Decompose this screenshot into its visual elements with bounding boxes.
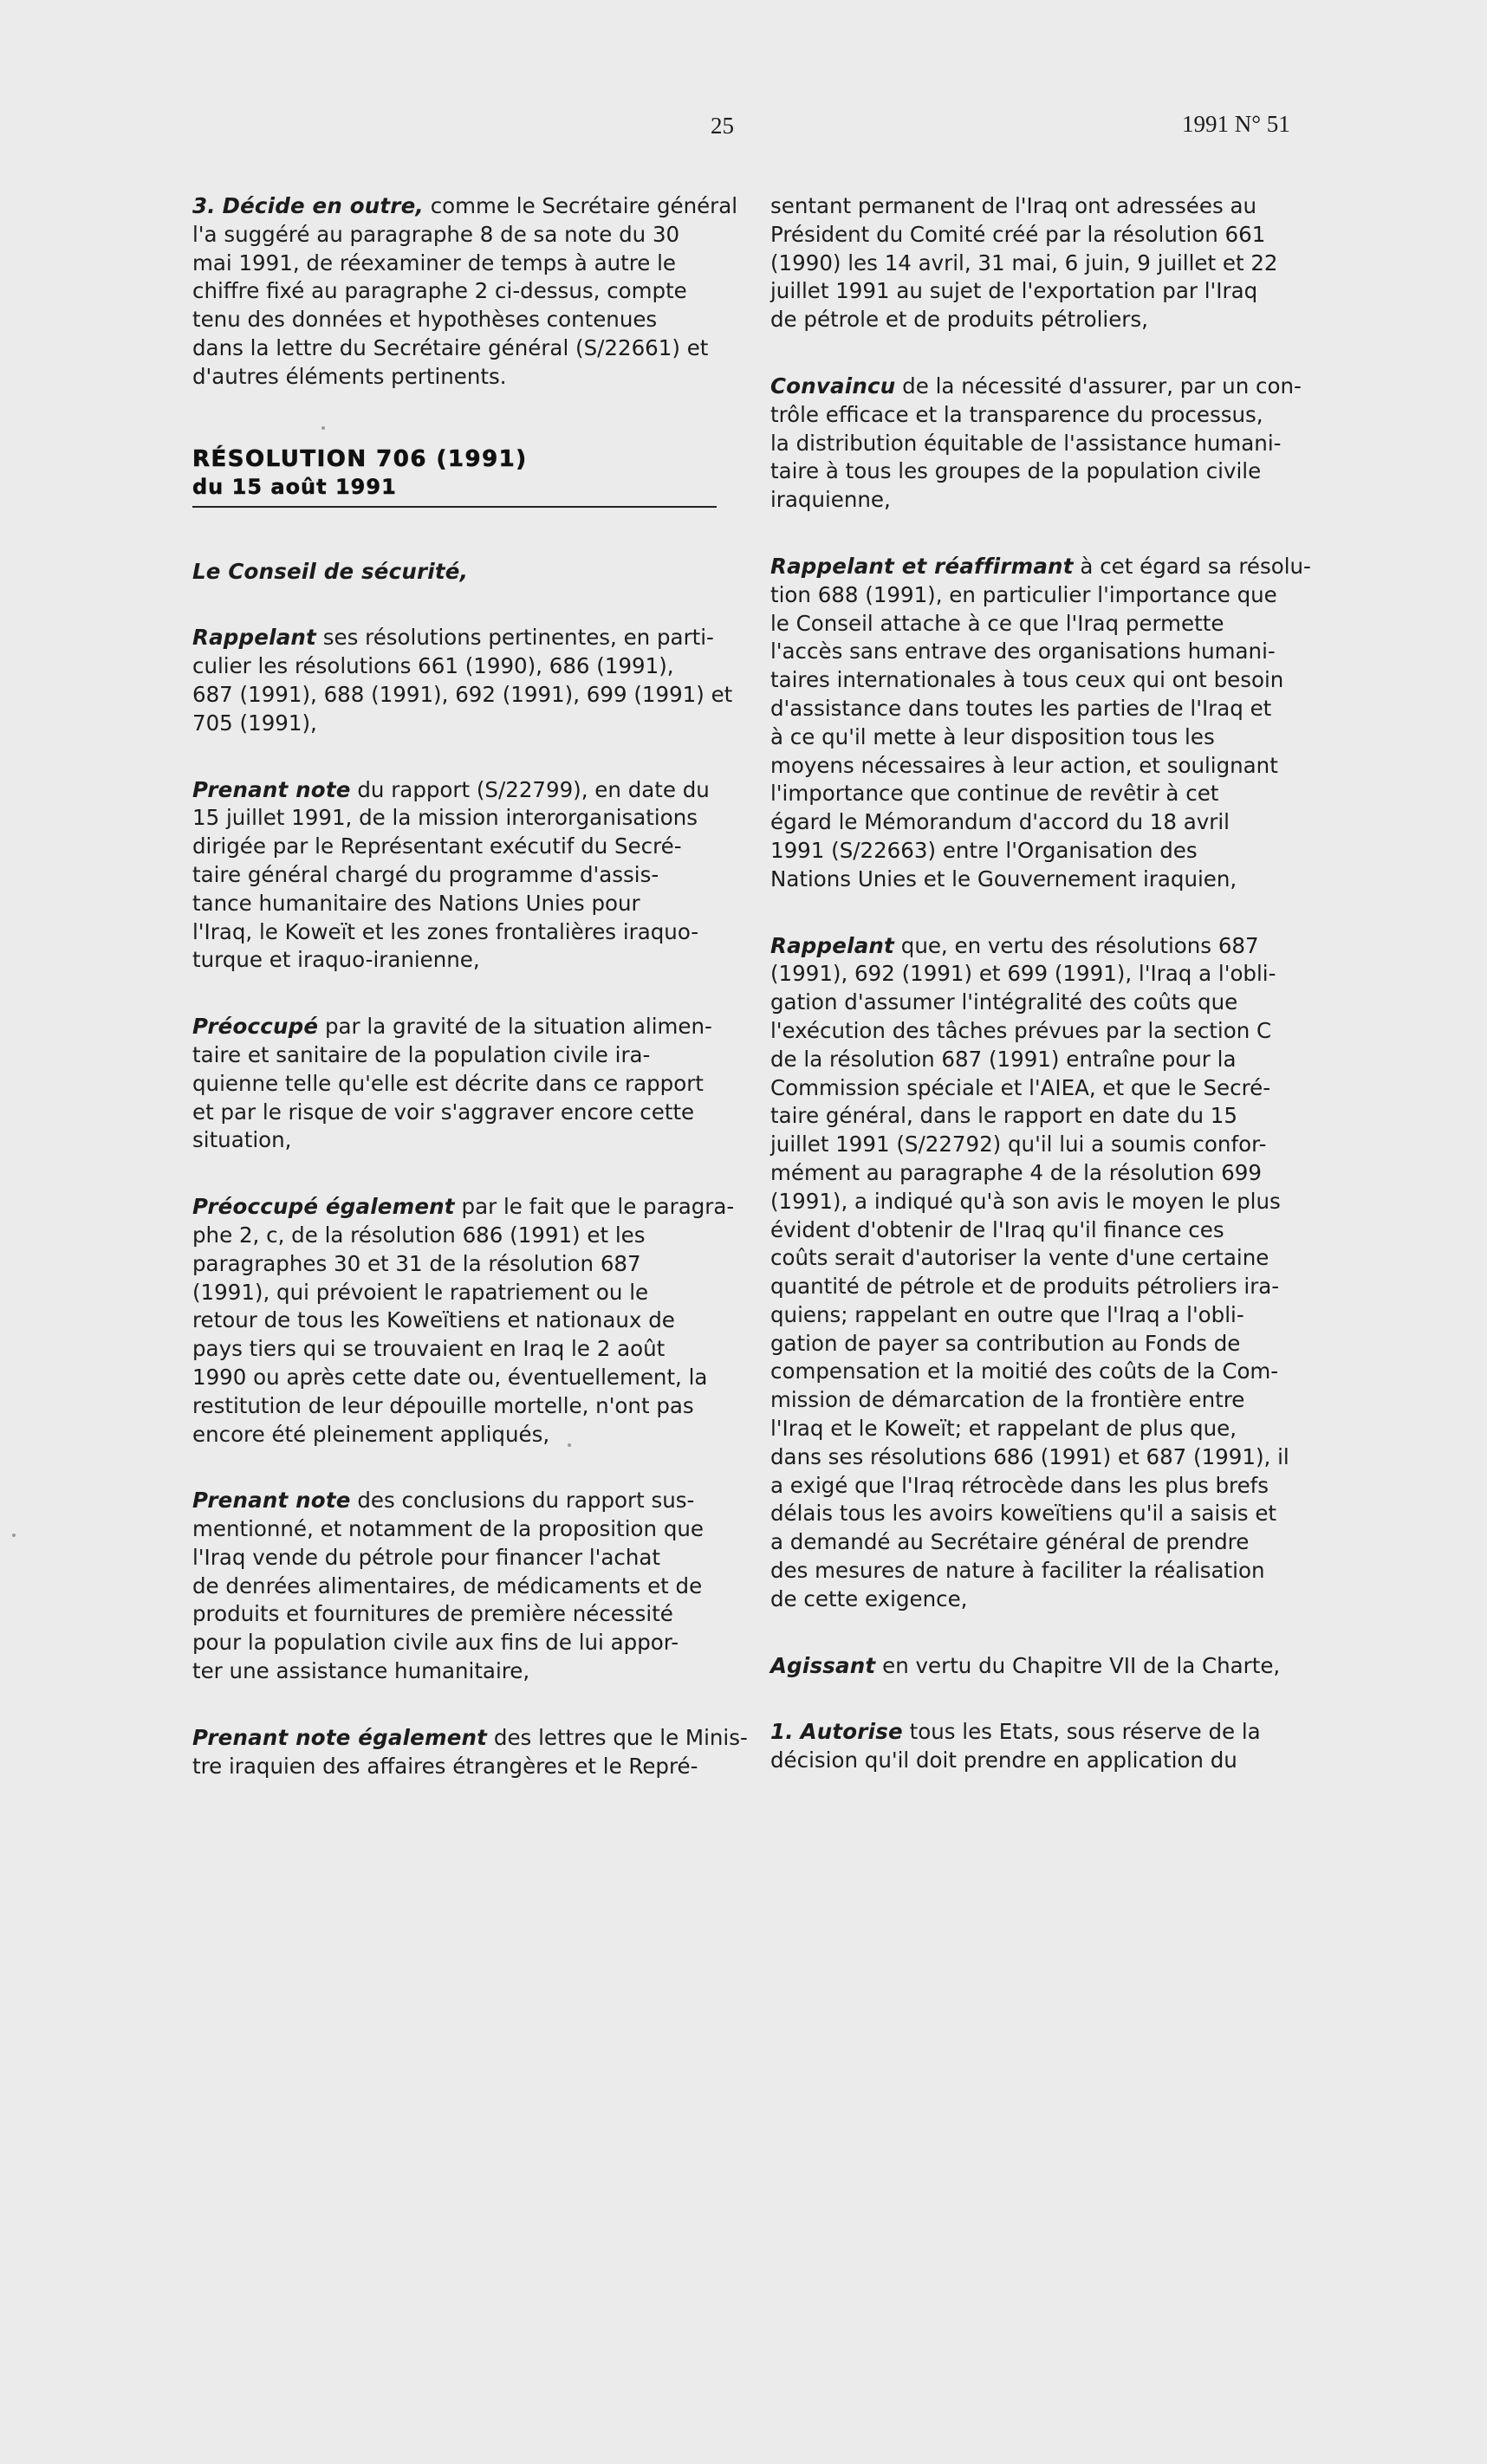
scan-speck bbox=[12, 1534, 16, 1537]
text-line: trôle efficace et la transparence du processus, bbox=[770, 401, 1263, 427]
council-line bbox=[192, 558, 730, 587]
text-line: la distribution équitable de l'assistance humani- bbox=[770, 430, 1282, 456]
heading-rule bbox=[192, 506, 717, 508]
text-line: sentant permanent de l'Iraq ont adressées au bbox=[770, 193, 1257, 218]
text-line: égard le Mémorandum d'accord du 18 avril bbox=[770, 809, 1230, 835]
text-line: iraquienne, bbox=[770, 487, 891, 513]
text-line: d'assistance dans toutes les parties de l'Iraq et bbox=[770, 695, 1272, 721]
text-line: taire général, dans le rapport en date du 15 bbox=[770, 1103, 1237, 1129]
text-line: en vertu du Chapitre VII de la Charte, bbox=[882, 1652, 1281, 1678]
text-line: 1991 (S/22663) entre l'Organisation des bbox=[770, 837, 1198, 863]
text-line: tous les Etats, sous réserve de la bbox=[909, 1719, 1261, 1745]
text-line: juillet 1991 au sujet de l'exportation par l'Iraq bbox=[770, 278, 1258, 304]
text-line: l'Iraq, le Koweït et les zones frontalières iraquo- bbox=[192, 918, 699, 944]
text-line: 15 juillet 1991, de la mission interorganisations bbox=[192, 805, 698, 831]
text-line: pour la population civile aux fins de lui appor- bbox=[192, 1630, 679, 1656]
text-line: Président du Comité créé par la résolution 661 bbox=[770, 221, 1266, 247]
text-line: chiffre fixé au paragraphe 2 ci-dessus, compte bbox=[192, 278, 687, 304]
text-line: par la gravité de la situation alimen- bbox=[324, 1014, 712, 1040]
text-line: tion 688 (1991), en particulier l'importance que bbox=[770, 581, 1277, 607]
paragraph-keyword: Rappelant bbox=[770, 932, 894, 958]
paragraph-autorise bbox=[770, 1718, 1290, 1775]
text-line: gation d'assumer l'intégralité des coûts que bbox=[770, 989, 1238, 1015]
text-line: de denrées alimentaires, de médicaments et de bbox=[192, 1572, 703, 1598]
paragraph-keyword: Rappelant et réaffirmant bbox=[770, 553, 1074, 579]
paragraph-keyword: Autorise bbox=[800, 1719, 903, 1745]
text-line: moyens nécessaires à leur action, et soulignant bbox=[770, 752, 1278, 778]
paragraph-keyword: Le Conseil de sécurité, bbox=[192, 558, 469, 584]
text-line: (1991), 692 (1991) et 699 (1991), l'Iraq a l'obli- bbox=[770, 961, 1276, 987]
text-line: que, en vertu des résolutions 687 bbox=[900, 932, 1259, 958]
paragraph-preoccupe-egalement bbox=[192, 1193, 735, 1449]
text-line: (1991), qui prévoient le rapatriement ou le bbox=[192, 1279, 649, 1305]
text-line: pays tiers qui se trouvaient en Iraq le 2 août bbox=[192, 1336, 666, 1362]
text-line: taire général chargé du programme d'assis- bbox=[192, 861, 659, 887]
text-line: des conclusions du rapport sus- bbox=[357, 1488, 695, 1514]
paragraph-keyword: Rappelant bbox=[192, 625, 316, 651]
text-line: l'accès sans entrave des organisations humani- bbox=[770, 639, 1276, 665]
text-line: 705 (1991), bbox=[192, 710, 317, 736]
text-line: du rapport (S/22799), en date du bbox=[357, 776, 710, 802]
text-line: taires internationales à tous ceux qui ont besoin bbox=[770, 667, 1284, 693]
text-line: par le fait que le paragra- bbox=[461, 1194, 735, 1220]
text-line: dans la lettre du Secrétaire général (S/22661) et bbox=[192, 334, 709, 360]
text-line: délais tous les avoirs koweïtiens qu'il a saisis et bbox=[770, 1501, 1277, 1527]
paragraph-prenant-note-egalement bbox=[192, 1724, 748, 1781]
text-line: mission de démarcation de la frontière entre bbox=[770, 1387, 1245, 1413]
text-line: a exigé que l'Iraq rétrocède dans les plus brefs bbox=[770, 1472, 1269, 1498]
text-line: quienne telle qu'elle est décrite dans ce rapport bbox=[192, 1070, 704, 1096]
text-line: de la nécessité d'assurer, par un con- bbox=[902, 373, 1302, 399]
paragraph-keyword: Convaincu bbox=[770, 373, 896, 399]
text-line: compensation et la moitié des coûts de la Com- bbox=[770, 1358, 1279, 1384]
paragraph-decide-en-outre bbox=[192, 192, 738, 392]
text-line: comme le Secrétaire général bbox=[430, 193, 738, 218]
text-line: mément au paragraphe 4 de la résolution 699 bbox=[770, 1159, 1262, 1185]
paragraph-continuation bbox=[770, 192, 1290, 334]
paragraph-keyword: Prenant note bbox=[192, 776, 351, 802]
paragraph-rappelant-reaffirmant bbox=[770, 553, 1311, 894]
resolution-date: du 15 août 1991 bbox=[192, 474, 397, 499]
paragraph-keyword: Prenant note bbox=[192, 1488, 351, 1514]
left-column bbox=[192, 192, 748, 1819]
paragraph-agissant bbox=[770, 1652, 1290, 1681]
text-line: gation de payer sa contribution au Fonds de bbox=[770, 1330, 1241, 1356]
paragraph-convaincu bbox=[770, 373, 1302, 515]
paragraph-keyword: Préoccupé également bbox=[192, 1194, 455, 1220]
text-line: turque et iraquo-iranienne, bbox=[192, 947, 480, 973]
paragraph-keyword: Décide en outre, bbox=[222, 193, 424, 218]
paragraph-keyword: Prenant note également bbox=[192, 1724, 488, 1750]
text-line: situation, bbox=[192, 1127, 292, 1153]
paragraph-number: 3. bbox=[192, 193, 216, 218]
text-line: tre iraquien des affaires étrangères et le Repré- bbox=[192, 1753, 698, 1779]
text-line: quantité de pétrole et de produits pétroliers ira- bbox=[770, 1274, 1280, 1300]
text-line: tenu des données et hypothèses contenues bbox=[192, 307, 658, 333]
text-line: quiens; rappelant en outre que l'Iraq a l'obli- bbox=[770, 1301, 1244, 1327]
text-line: à ce qu'il mette à leur disposition tous les bbox=[770, 723, 1215, 749]
paragraph-number: 1. bbox=[770, 1719, 794, 1745]
scan-speck bbox=[321, 426, 325, 430]
text-line: l'Iraq vende du pétrole pour financer l'achat bbox=[192, 1544, 661, 1570]
text-line: l'a suggéré au paragraphe 8 de sa note du 30 bbox=[192, 221, 680, 247]
text-line: phe 2, c, de la résolution 686 (1991) et les bbox=[192, 1222, 646, 1248]
paragraph-keyword: Agissant bbox=[770, 1652, 876, 1678]
paragraph-rappelant-que bbox=[770, 932, 1290, 1614]
text-line: et par le risque de voir s'aggraver encore cette bbox=[192, 1099, 695, 1125]
text-line: juillet 1991 (S/22792) qu'il lui a soumis confor- bbox=[770, 1131, 1267, 1157]
text-line: (1990) les 14 avril, 31 mai, 6 juin, 9 juillet et 22 bbox=[770, 250, 1278, 276]
text-line: ter une assistance humanitaire, bbox=[192, 1658, 530, 1684]
paragraph-rappelant bbox=[192, 624, 733, 737]
text-line: 1990 ou après cette date ou, éventuellement, la bbox=[192, 1364, 708, 1390]
text-line: restitution de leur dépouille mortelle, n'ont pas bbox=[192, 1392, 694, 1418]
text-line: le Conseil attache à ce que l'Iraq permette bbox=[770, 610, 1224, 636]
text-line: coûts serait d'autoriser la vente d'une certaine bbox=[770, 1245, 1269, 1271]
text-line: d'autres éléments pertinents. bbox=[192, 363, 507, 389]
text-line: Nations Unies et le Gouvernement iraquien, bbox=[770, 866, 1237, 892]
text-line: culier les résolutions 661 (1990), 686 (1991), bbox=[192, 653, 674, 679]
resolution-title: RÉSOLUTION 706 (1991) bbox=[192, 445, 528, 472]
text-line: paragraphes 30 et 31 de la résolution 687 bbox=[192, 1250, 641, 1276]
text-line: des lettres que le Minis- bbox=[493, 1724, 748, 1750]
resolution-heading bbox=[192, 445, 730, 508]
text-line: produits et fournitures de première nécessité bbox=[192, 1601, 673, 1627]
text-line: décision qu'il doit prendre en application du bbox=[770, 1747, 1237, 1773]
text-line: mai 1991, de réexaminer de temps à autre le bbox=[192, 250, 676, 276]
paragraph-prenant-note bbox=[192, 776, 730, 976]
text-line: l'Iraq et le Koweït; et rappelant de plus que, bbox=[770, 1416, 1237, 1442]
document-reference: 1991 N° 51 bbox=[1182, 111, 1290, 137]
text-line: de la résolution 687 (1991) entraîne pour la bbox=[770, 1046, 1237, 1072]
text-line: dirigée par le Représentant exécutif du Secré- bbox=[192, 833, 682, 859]
text-line: encore été pleinement appliqués, bbox=[192, 1421, 550, 1447]
text-line: évident d'obtenir de l'Iraq qu'il finance ces bbox=[770, 1216, 1224, 1242]
text-line: a demandé au Secrétaire général de prendre bbox=[770, 1529, 1250, 1555]
text-line: taire à tous les groupes de la population civile bbox=[770, 458, 1262, 484]
paragraph-prenant-note-conclusions bbox=[192, 1487, 730, 1686]
text-line: ses résolutions pertinentes, en parti- bbox=[322, 625, 714, 651]
text-line: (1991), a indiqué qu'à son avis le moyen le plus bbox=[770, 1188, 1281, 1214]
text-line: taire et sanitaire de la population civile ira- bbox=[192, 1041, 651, 1067]
text-line: de cette exigence, bbox=[770, 1585, 968, 1611]
text-line: l'importance que continue de revêtir à cet bbox=[770, 781, 1219, 807]
text-line: dans ses résolutions 686 (1991) et 687 (1991), il bbox=[770, 1443, 1289, 1469]
paragraph-keyword: Préoccupé bbox=[192, 1014, 319, 1040]
text-line: de pétrole et de produits pétroliers, bbox=[770, 307, 1148, 333]
text-line: tance humanitaire des Nations Unies pour bbox=[192, 890, 640, 916]
text-line: retour de tous les Koweïtiens et nationaux de bbox=[192, 1307, 675, 1333]
text-line: l'exécution des tâches prévues par la section C bbox=[770, 1017, 1272, 1043]
text-line: des mesures de nature à faciliter la réalisation bbox=[770, 1558, 1265, 1584]
text-line: Commission spéciale et l'AIEA, et que le Secré- bbox=[770, 1074, 1271, 1100]
page-number: 25 bbox=[711, 113, 734, 139]
text-line: à cet égard sa résolu- bbox=[1080, 553, 1311, 579]
right-column bbox=[770, 192, 1311, 1813]
text-line: 687 (1991), 688 (1991), 692 (1991), 699 (1991) et bbox=[192, 681, 733, 707]
text-line: mentionné, et notamment de la proposition que bbox=[192, 1516, 704, 1542]
paragraph-preoccupe bbox=[192, 1013, 730, 1155]
scan-speck bbox=[568, 1443, 571, 1447]
